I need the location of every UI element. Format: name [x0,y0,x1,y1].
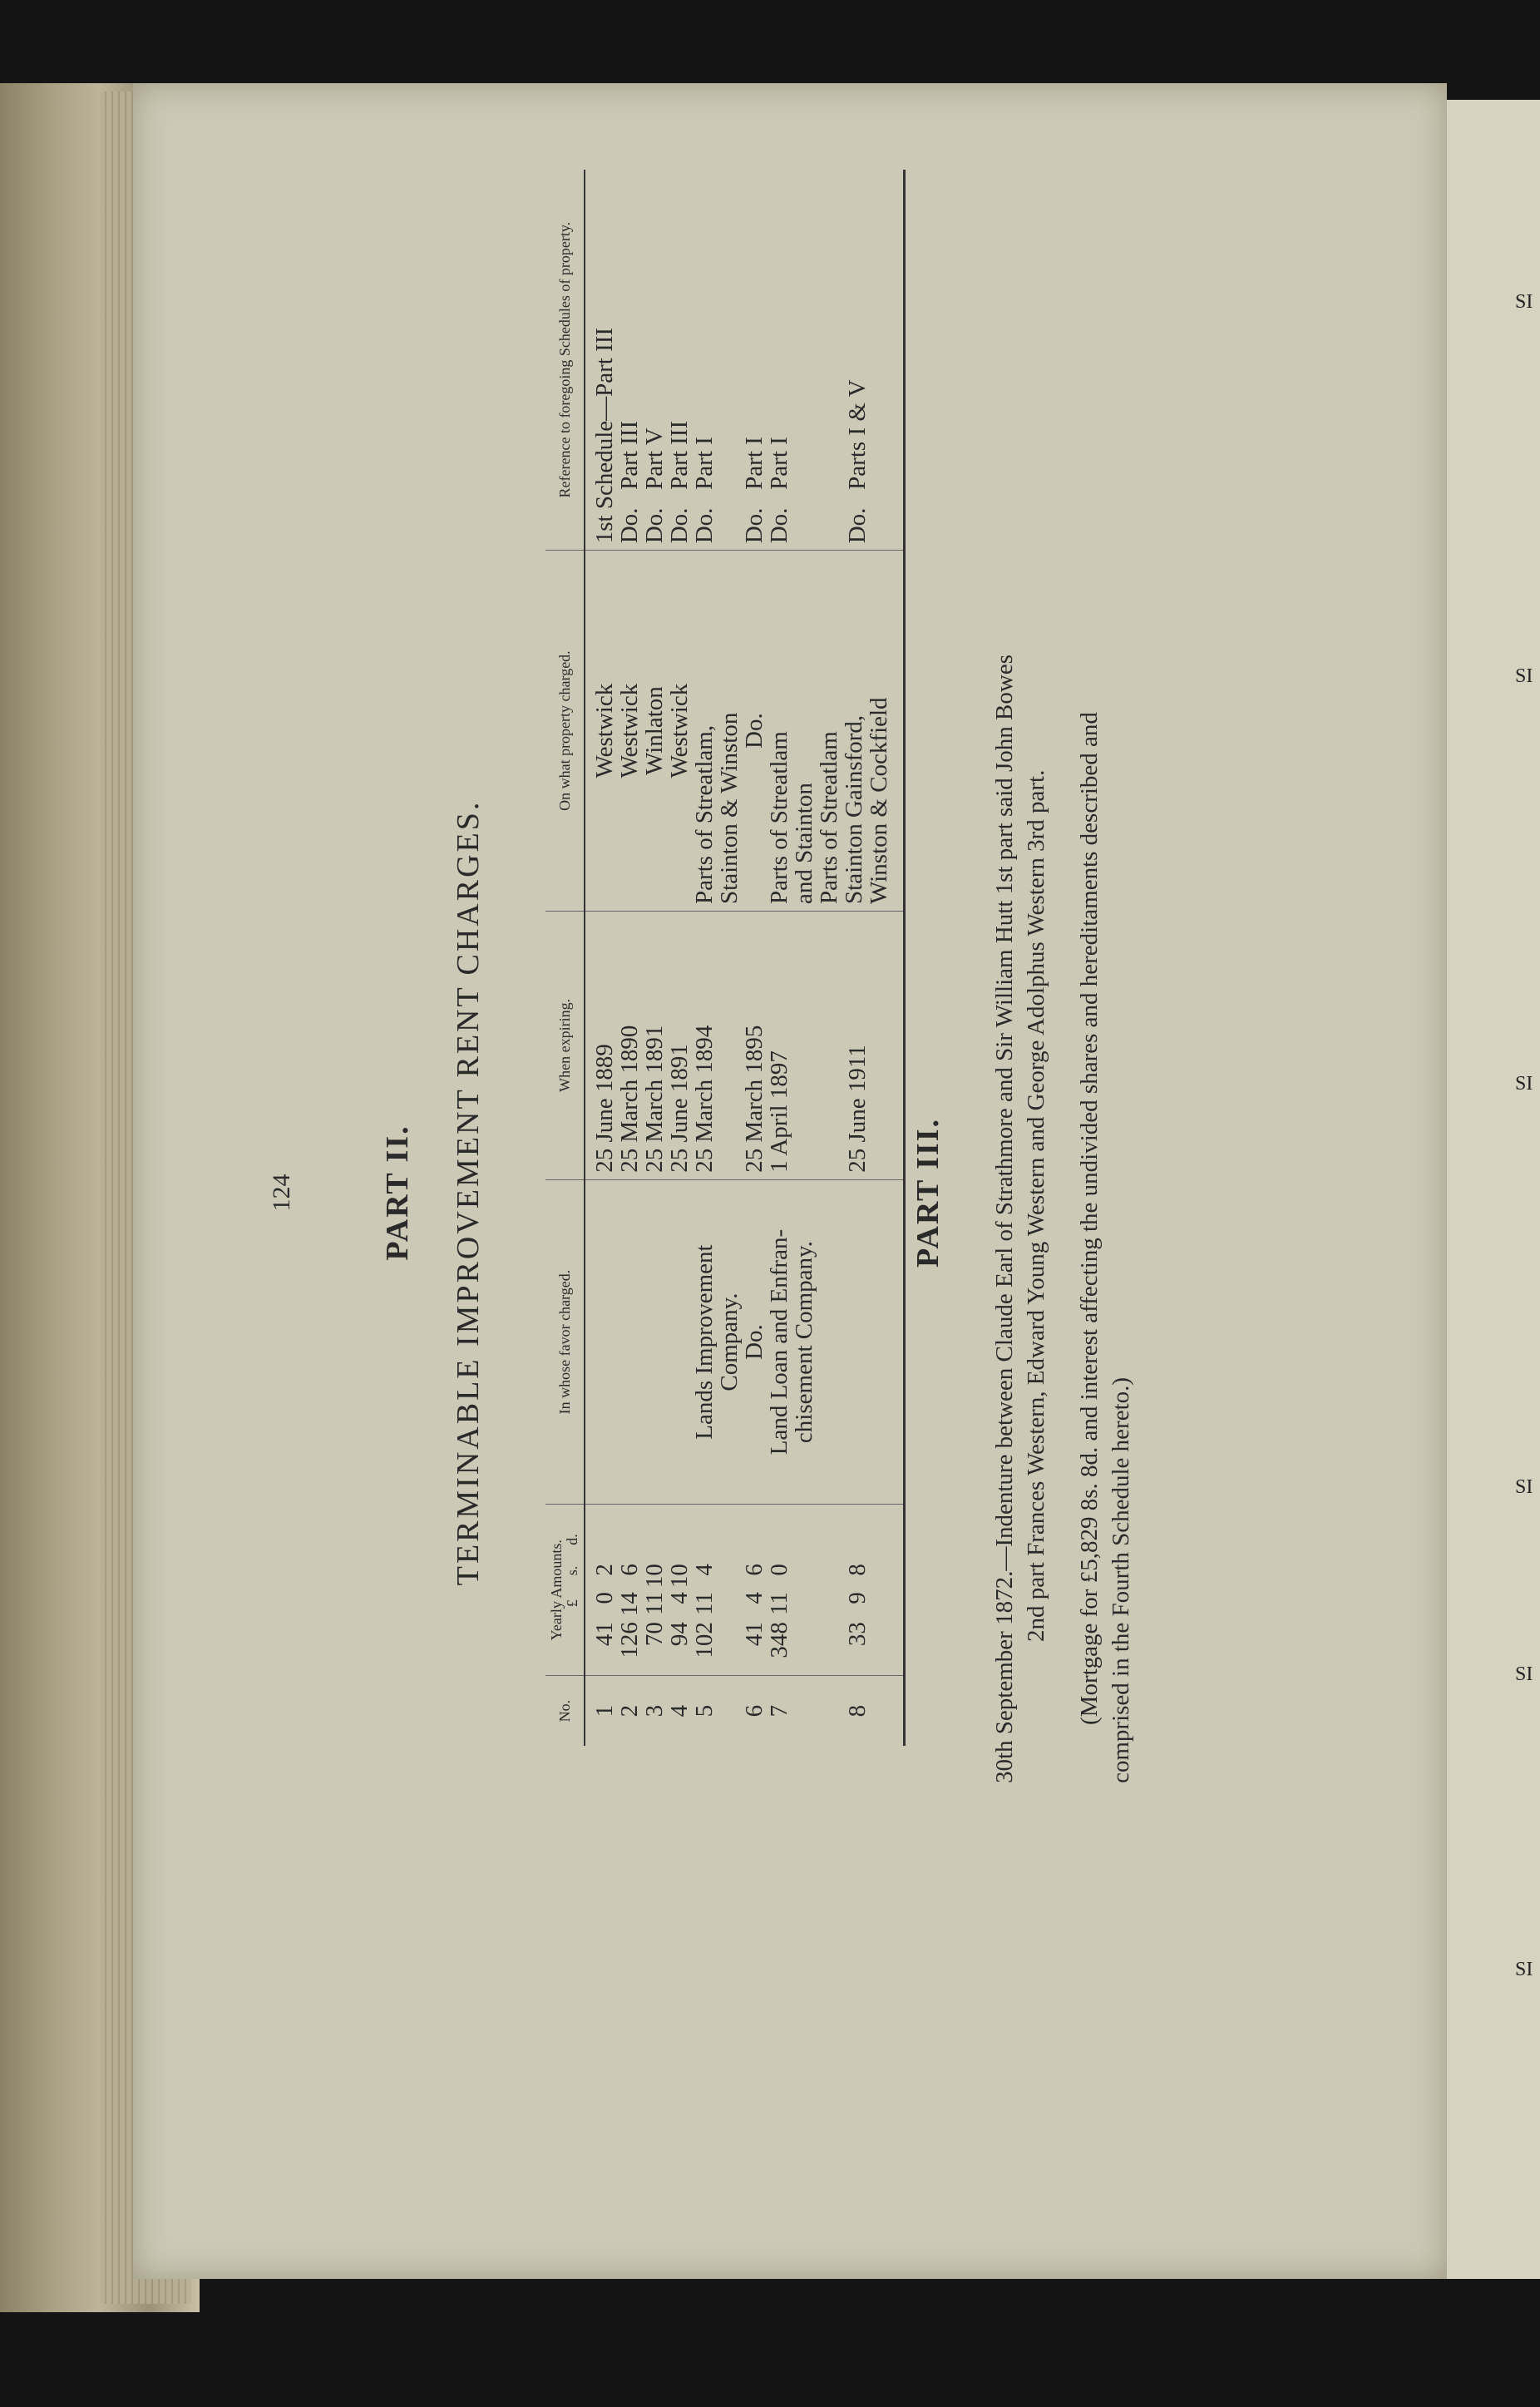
row-no: 6 [741,1704,768,1718]
row-favor [817,1179,905,1505]
row-amount: 701110 [642,1505,667,1676]
table-row [692,170,742,1746]
row-amount: 94410 [667,1505,692,1676]
row-property: Parts of Streatlam, Stainton & Winston [692,551,742,912]
part-ii-title: PART II. [380,1124,415,1261]
table-row [617,170,642,1746]
row-reference: Do. Part I [767,170,817,551]
rotated-page-content [188,221,1269,1991]
row-expiring: 25 March 1895 [742,911,767,1179]
table-row [817,170,905,1746]
row-favor [592,1179,617,1505]
header-favor: In whose favor charged. [545,1179,585,1505]
row-reference: Do. Part III [617,170,642,551]
header-amounts-label: Yearly Amounts. [548,1540,565,1641]
mortgage-line-2: comprised in the Fourth Schedule hereto.) [1108,1376,1134,1783]
header-pence: d. [564,1534,580,1545]
row-amount: 4102 [592,1505,617,1676]
row-expiring: 25 March 1891 [642,911,667,1179]
table-header [545,170,585,1746]
row-expiring: 25 March 1894 [692,911,742,1179]
header-shillings: s. [564,1565,580,1576]
header-expiring: When expiring. [545,911,585,1179]
row-no: 4 [666,1704,693,1718]
header-amounts [545,1505,585,1676]
row-favor [667,1179,692,1505]
facing-page [1439,100,1540,2279]
row-amount: 4146 [742,1505,767,1676]
row-favor: Do. [742,1179,767,1505]
row-amount: 348110 [767,1505,817,1676]
row-reference: Do. Part III [667,170,692,551]
row-expiring: 25 June 1889 [592,911,617,1179]
row-expiring: 1 April 1897 [767,911,817,1179]
row-property: Parts of Streatlam and Stainton [767,551,817,912]
table-row [767,170,817,1746]
row-reference: Do. Part I [742,170,767,551]
row-property: Winlaton [642,551,667,912]
row-favor [617,1179,642,1505]
margin-fragment: SI [1515,291,1533,313]
margin-fragment: SI [1515,665,1533,687]
row-expiring: 25 March 1890 [617,911,642,1179]
table-row [592,170,617,1746]
row-no: 1 [591,1704,618,1718]
row-reference: Do. Parts I & V [817,170,905,551]
table-row [742,170,767,1746]
margin-fragment: SI [1515,1663,1533,1685]
row-reference: Do. Part I [692,170,742,551]
row-amount: 102114 [692,1505,742,1676]
row-no: 8 [817,1676,905,1746]
row-favor [642,1179,667,1505]
row-property: Westwick [592,551,617,912]
row-expiring: 25 June 1911 [817,911,905,1179]
row-no: 3 [641,1704,668,1718]
row-reference: Do. Part V [642,170,667,551]
header-property: On what property charged. [545,551,585,912]
row-property: Westwick [617,551,642,912]
margin-fragment: SI [1515,1073,1533,1095]
margin-fragment: SI [1515,1959,1533,1980]
row-favor: Land Loan and Enfran- chisement Company. [767,1179,817,1505]
row-amount: 126146 [617,1505,642,1676]
row-property: Westwick [667,551,692,912]
rent-charges-table [545,170,906,1746]
indenture-line-1: 30th September 1872.—Indenture between Claude Earl of Strathmore and Sir William Hutt 1st part said John Bowes [991,655,1018,1783]
margin-fragment: SI [1515,1476,1533,1498]
rent-charges-subtitle: TERMINABLE IMPROVEMENT RENT CHARGES. [451,799,486,1586]
table-row [667,170,692,1746]
row-amount: 3398 [817,1505,905,1676]
header-no: No. [545,1676,585,1746]
header-reference: Reference to foregoing Schedules of property. [545,170,585,551]
table-row [642,170,667,1746]
row-favor: Lands Improvement Company. [692,1179,742,1505]
row-no: 2 [616,1704,643,1718]
header-pounds: £ [564,1599,580,1608]
mortgage-line-1: (Mortgage for £5,829 8s. 8d. and interest affecting the undivided shares and hereditaments described and [1076,712,1103,1725]
row-property: Parts of Streatlam Stainton Gainsford, Winston & Cockfield [817,551,905,912]
part-iii-title: PART III. [911,1118,945,1268]
page-number: 124 [268,1174,295,1212]
row-expiring: 25 June 1891 [667,911,692,1179]
row-property: Do. [742,551,767,912]
row-no: 7 [766,1704,792,1718]
row-reference: 1st Schedule—Part III [592,170,617,551]
row-no: 5 [691,1704,718,1718]
indenture-line-2: 2nd part Frances Western, Edward Young Western and George Adolphus Western 3rd part. [1023,769,1049,1642]
